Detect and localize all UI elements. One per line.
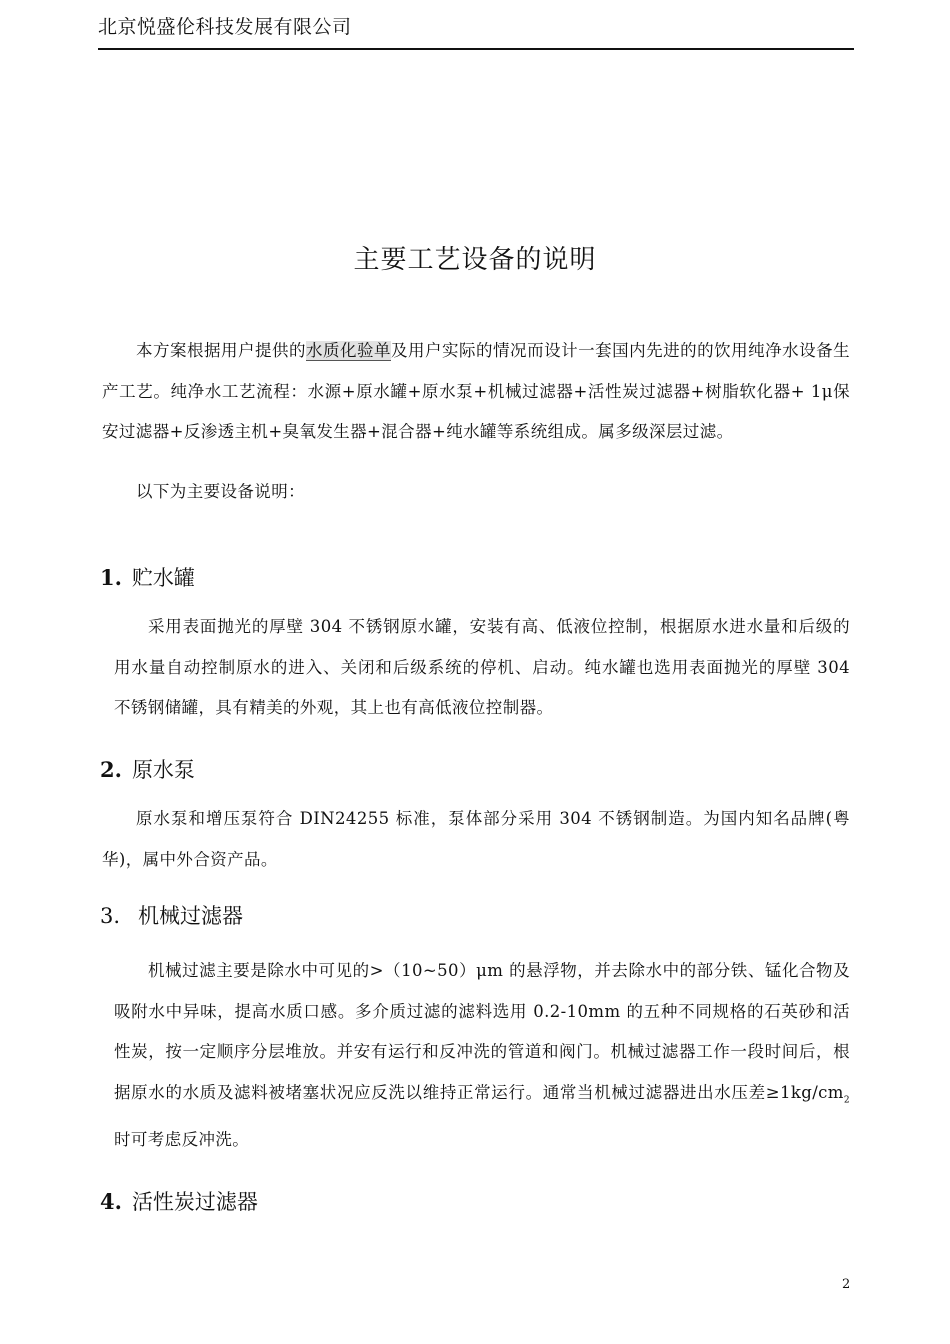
section-number: 4.: [100, 1189, 122, 1214]
section-heading-carbon-filter: [100, 1186, 258, 1216]
section-body-storage-tank: 采用表面抛光的厚壁 304 不锈钢原水罐，安装有高、低液位控制，根据原水进水量和后级的用水量自动控制原水的进入、关闭和后级系统的停机、启动。纯水罐也选用表面抛光的厚壁 304 不锈钢储罐，具有精美的外观，其上也有高低液位控制器。: [114, 617, 850, 717]
intro-paragraph: [102, 331, 850, 453]
section-number: 3.: [100, 904, 121, 928]
intro-lead-paragraph: 以下为主要设备说明：: [136, 482, 305, 501]
section-body-mechanical-filter: [114, 951, 850, 1161]
section-body-text: 机械过滤主要是除水中可见的>（10~50）μm 的悬浮物，并去除水中的部分铁、锰化合物及吸附水中异味，提高水质口感。多介质过滤的滤料选用 0.2-10mm 的五种不同规格的石英砂和活性炭，按一定顺序分层堆放。并安有运行和反冲洗的管道和阀门。机械过滤器工作一段时间后，根据原水的水质及滤料被堵塞状况应反洗以维持正常运行。通常当机械过滤器进出水压差≥1kg/cm: [114, 961, 850, 1102]
section-title: 活性炭过滤器: [131, 1190, 258, 1214]
intro-text-before: 本方案根据用户提供的: [136, 341, 307, 360]
section-heading-storage-tank: [100, 562, 195, 592]
section-title: 贮水罐: [131, 566, 195, 590]
section-body-text-end: 时可考虑反冲洗。: [114, 1130, 250, 1150]
intro-text-after: 及用户实际的情况而设计一套国内先进的的饮用纯净水设备生产工艺。纯净水工艺流程：水源+原水罐+原水泵+机械过滤器+活性炭过滤器+树脂软化器+ 1μ保安过滤器+反渗透主机+臭氧发生器+混合器+纯水罐等系统组成。属多级深层过滤。: [102, 341, 851, 441]
company-name: 北京悦盛伦科技发展有限公司: [98, 16, 352, 38]
page-number: 2: [842, 1277, 851, 1292]
section-heading-raw-water-pump: [100, 754, 195, 784]
section-title: 机械过滤器: [138, 904, 244, 928]
section-number: 2.: [100, 757, 122, 782]
water-quality-report-link[interactable]: 水质化验单: [306, 341, 392, 360]
section-heading-mechanical-filter: [100, 900, 243, 930]
superscript-unit: 2: [843, 1094, 850, 1105]
section-body-raw-water-pump: 原水泵和增压泵符合 DIN24255 标准，泵体部分采用 304 不锈钢制造。为国内知名品牌(粤华)，属中外合资产品。: [102, 809, 850, 869]
page-header: [98, 12, 854, 50]
section-title: 原水泵: [131, 758, 195, 782]
document-title: 主要工艺设备的说明: [353, 245, 597, 275]
section-number: 1.: [100, 565, 122, 590]
